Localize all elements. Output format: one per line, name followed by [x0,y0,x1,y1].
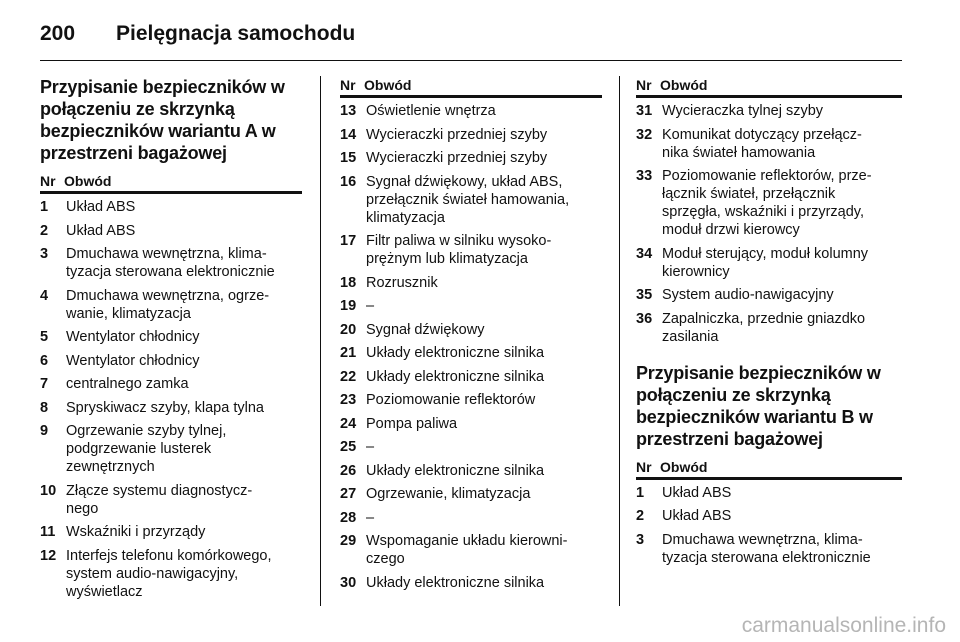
fuse-circuit: Układ ABS [66,222,136,239]
fuse-number: 10 [40,482,57,499]
fuse-circuit: Poziomowanie reflektorów [366,392,536,408]
fuse-circuit: Oświetlenie wnętrza [366,103,496,119]
fuse-circuit: – [366,439,375,455]
fuse-circuit: Wentylator chłodnicy [66,329,200,345]
table-row [340,574,602,592]
fuse-number: 33 [636,168,653,184]
fuse-circuit: Wycieraczki przedniej szyby [366,126,548,143]
fuse-number: 12 [40,547,57,564]
fuse-circuit: Rozrusznik [366,274,438,291]
table-row [636,507,902,525]
page-title: Pielęgnacja samochodu [116,22,356,45]
fuse-circuit: Dmuchawa wewnętrzna, klima- tyzacja sterowana elektronicznie [662,531,871,566]
fuse-circuit: Dmuchawa wewnętrzna, klima- tyzacja sterowana elektronicznie [66,246,275,280]
fuse-circuit: Ogrzewanie, klimatyzacja [366,486,531,502]
page-header [40,14,902,58]
table-row [636,102,902,120]
table-row [636,531,902,567]
fuse-number: 26 [340,462,357,479]
column-3 [636,76,902,572]
fuse-circuit: Interfejs telefonu komórkowego, system audio-nawigacyjny, wyświetlacz [66,547,272,600]
fuse-number: 31 [636,103,653,119]
fuse-circuit: Układ ABS [662,508,732,524]
fuse-circuit: centralnego zamka [66,376,189,392]
fuse-circuit: Wspomaganie układu kierowni- czego [366,533,568,567]
table-row [340,532,602,568]
table-row [40,399,302,417]
section-title-variant-a: Przypisanie bezpieczników w połączeniu ze skrzynką bezpieczników wariantu A w przestrzeni bagażowej [40,77,285,163]
fuse-circuit: Układy elektroniczne silnika [366,574,545,591]
fuse-number: 21 [340,345,357,361]
table-row [340,344,602,362]
table-row [40,222,302,240]
header-circuit: Obwód [364,77,412,93]
fuse-circuit: Sygnał dźwiękowy, układ ABS, przełącznik świateł hamowania, klimatyzacja [366,173,570,226]
table-row [340,274,602,292]
fuse-table-rows [340,102,602,592]
fuse-number: 25 [340,439,357,455]
fuse-number: 3 [636,531,645,548]
table-row [340,126,602,144]
table-row [40,375,302,393]
fuse-number: 29 [340,533,357,549]
fuse-number: 17 [340,233,357,249]
column-divider [320,76,321,606]
fuse-number: 34 [636,245,653,262]
header-nr: Nr [340,77,356,93]
fuse-number: 30 [340,574,357,591]
header-circuit: Obwód [64,173,112,189]
column-1 [40,76,302,606]
fuse-circuit: Dmuchawa wewnętrzna, ogrze- wanie, klimatyzacja [66,287,270,322]
table-row [636,484,902,502]
fuse-circuit: Wentylator chłodnicy [66,352,200,369]
table-row [636,310,902,346]
table-row [40,547,302,601]
table-row [340,297,602,315]
fuse-number: 9 [40,423,49,439]
fuse-circuit: Zapalniczka, przednie gniazdko zasilania [662,310,866,345]
fuse-circuit: Układ ABS [66,199,136,215]
fuse-number: 22 [340,368,357,385]
table-row [340,509,602,527]
table-row [340,321,602,339]
table-row [340,485,602,503]
fuse-number: 20 [340,321,357,338]
table-row [40,328,302,346]
table-row [340,415,602,433]
fuse-number: 2 [636,508,645,524]
fuse-number: 4 [40,287,49,304]
fuse-circuit: Moduł sterujący, moduł kolumny kierownicy [662,245,869,280]
fuse-table-rows [636,102,902,346]
table-row [40,352,302,370]
table-row [340,102,602,120]
fuse-number: 2 [40,222,49,239]
fuse-number: 19 [340,298,357,314]
table-row [340,438,602,456]
fuse-table-rows [40,198,302,601]
fuse-number: 14 [340,126,357,143]
fuse-circuit: Poziomowanie reflektorów, prze- łącznik świateł, przełącznik sprzęgła, wskaźniki i przyrządy, moduł drzwi kierowcy [662,168,872,238]
fuse-table-header [636,76,902,98]
fuse-circuit: – [366,509,375,526]
table-row [636,167,902,239]
fuse-circuit: Filtr paliwa w silniku wysoko- prężnym lub klimatyzacja [366,233,552,267]
page-number: 200 [40,22,76,45]
table-row [340,232,602,268]
table-row [340,462,602,480]
table-row [340,149,602,167]
fuse-number: 11 [40,524,56,540]
watermark: carmanualsonline.info [741,614,946,637]
fuse-number: 36 [636,310,653,327]
fuse-number: 1 [636,484,645,501]
fuse-number: 35 [636,287,653,303]
fuse-number: 5 [40,329,49,345]
fuse-circuit: Układy elektroniczne silnika [366,368,545,385]
fuse-number: 18 [340,274,357,291]
table-row [40,198,302,216]
fuse-number: 6 [40,352,49,369]
fuse-circuit: Pompa paliwa [366,415,458,432]
table-row [636,245,902,281]
table-row [40,245,302,281]
header-divider [40,60,902,61]
table-row [636,286,902,304]
fuse-circuit: Układy elektroniczne silnika [366,345,545,361]
fuse-number: 24 [340,415,357,432]
table-row [40,482,302,518]
fuse-number: 28 [340,509,357,526]
table-row [40,523,302,541]
fuse-circuit: Wskaźniki i przyrządy [66,524,206,540]
fuse-circuit: System audio-nawigacyjny [662,287,834,303]
header-nr: Nr [40,173,56,189]
fuse-circuit: Układ ABS [662,484,732,501]
section-title-variant-b: Przypisanie bezpieczników w połączeniu ze skrzynką bezpieczników wariantu B w przestrzeni bagażowej [636,362,881,449]
fuse-number: 27 [340,486,357,502]
fuse-table-header [340,76,602,98]
header-circuit: Obwód [660,77,708,93]
fuse-number: 32 [636,126,653,143]
header-nr: Nr [636,77,652,93]
fuse-circuit: Układy elektroniczne silnika [366,462,545,479]
fuse-circuit: Wycieraczki przedniej szyby [366,150,548,166]
fuse-number: 7 [40,376,49,392]
table-row [340,173,602,227]
fuse-number: 16 [340,173,357,190]
fuse-circuit: Wycieraczka tylnej szyby [662,103,824,119]
fuse-table-header [636,458,902,480]
table-row [40,422,302,476]
fuse-number: 15 [340,150,357,166]
fuse-number: 23 [340,392,357,408]
column-2 [340,76,602,597]
fuse-circuit: Spryskiwacz szyby, klapa tylna [66,399,264,416]
fuse-number: 8 [40,399,49,416]
fuse-table-rows [636,484,902,567]
fuse-number: 13 [340,103,357,119]
header-circuit: Obwód [660,458,708,475]
fuse-circuit: Sygnał dźwiękowy [366,321,485,338]
fuse-circuit: Ogrzewanie szyby tylnej, podgrzewanie lusterek zewnętrznych [66,423,227,475]
table-row [340,368,602,386]
fuse-circuit: Złącze systemu diagnostycz- nego [66,482,253,517]
header-nr: Nr [636,458,652,475]
fuse-number: 3 [40,246,49,262]
fuse-number: 1 [40,199,49,215]
table-row [636,126,902,162]
fuse-circuit: – [366,298,375,314]
fuse-table-header [40,172,302,194]
table-row [340,391,602,409]
fuse-circuit: Komunikat dotyczący przełącz- nika świateł hamowania [662,126,862,161]
table-row [40,287,302,323]
column-divider [619,76,620,606]
